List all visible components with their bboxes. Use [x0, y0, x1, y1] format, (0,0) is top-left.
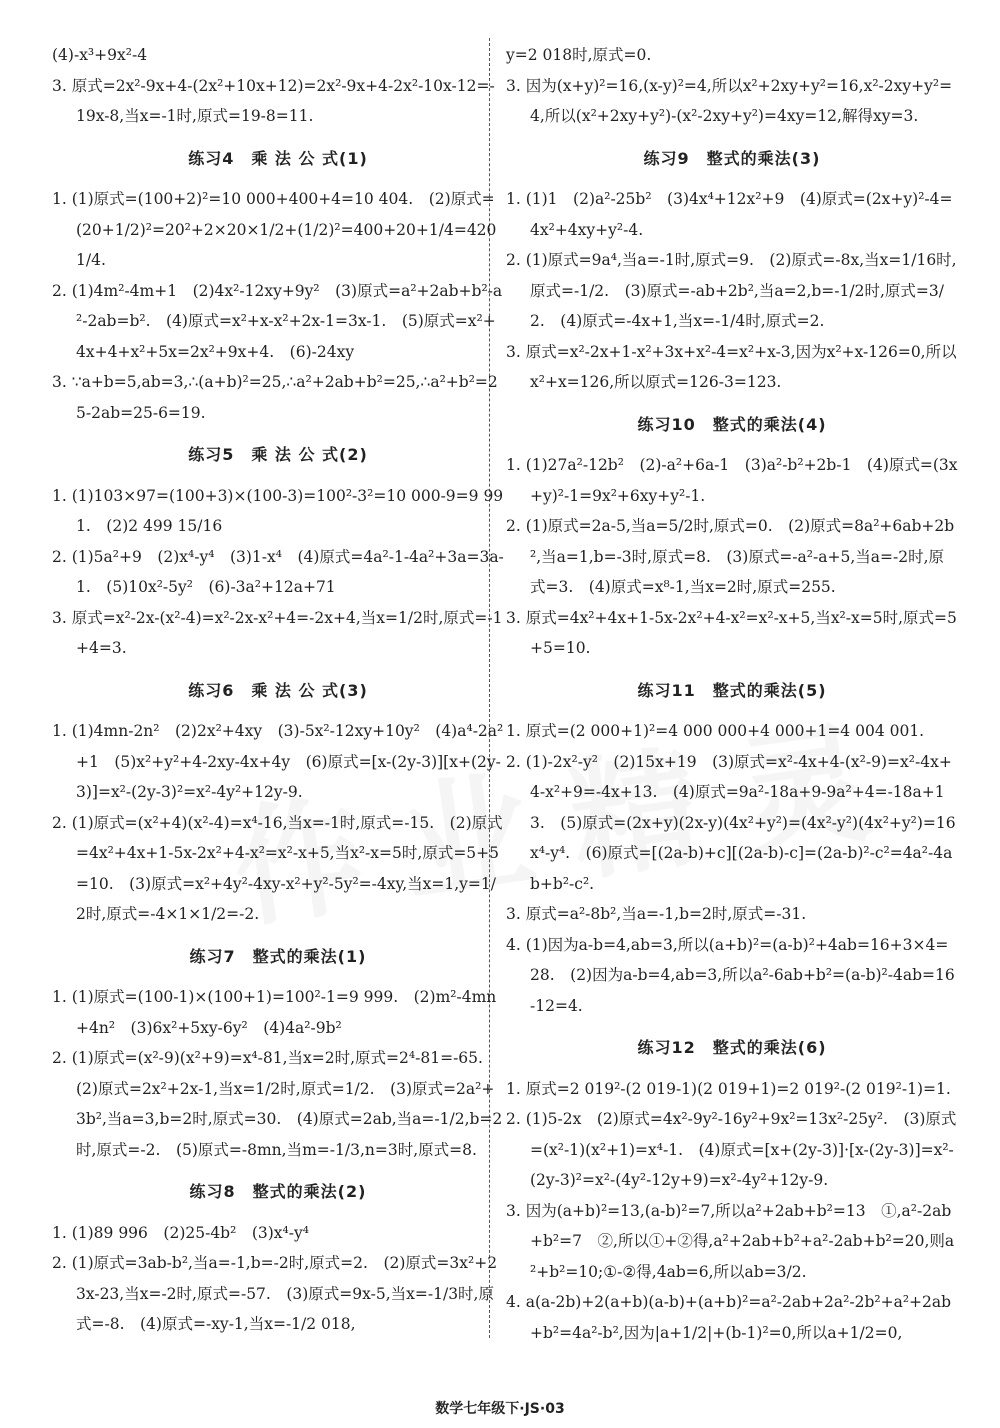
section-heading: 练习4 乘 法 公 式(1)	[188, 148, 368, 168]
section-heading: 练习5 乘 法 公 式(2)	[188, 445, 368, 464]
answer-item: 4. (1)因为a-b=4,ab=3,所以(a+b)²=(a-b)²+4ab=16+3×4=28. (2)因为a-b=4,ab=3,所以a²-6ab+b²=(a-b)²-4ab=16-12=4.	[506, 935, 955, 1015]
answer-item: y=2 018时,原式=0.	[506, 46, 652, 64]
answer-item: 1. (1)4mn-2n² (2)2x²+4xy (3)-5x²-12xy+10y² (4)a⁴-2a²+1 (5)x²+y²+4-2xy-4x+4y (6)原式=[x-(2y-3)][x+(2y-3)]=x²-(2y-3)²=x²-4y²+12y-9.	[52, 722, 504, 801]
right-column	[506, 40, 958, 1348]
page-footer: 数学七年级下·JS·03	[435, 1401, 565, 1417]
section-heading: 练习12 整式的乘法(6)	[637, 1038, 827, 1057]
answer-item: 2. (1)原式=2a-5,当a=5/2时,原式=0. (2)原式=8a²+6ab+2b²,当a=1,b=-3时,原式=8. (3)原式=-a²-a+5,当a=-2时,原式=3. (4)原式=x⁸-1,当x=2时,原式=255.	[506, 517, 955, 596]
answer-item: 1. (1)1 (2)a²-25b² (3)4x⁴+12x²+9 (4)原式=(2x+y)²-4=4x²+4xy+y²-4.	[506, 190, 953, 239]
answer-item: 4. a(a-2b)+2(a+b)(a-b)+(a+b)²=a²-2ab+2a²-2b²+a²+2ab+b²=4a²-b²,因为|a+1/2|+(b-1)²=0,所以a+1/2=0,	[506, 1293, 952, 1342]
answer-item: 1. 原式=(2 000+1)²=4 000 000+4 000+1=4 004 001.	[506, 722, 925, 740]
answer-item: 1. (1)89 996 (2)25-4b² (3)x⁴-y⁴	[52, 1223, 309, 1242]
answer-item: 2. (1)原式=9a⁴,当a=-1时,原式=9. (2)原式=-8x,当x=1/16时,原式=-1/2. (3)原式=-ab+2b²,当a=2,b=-1/2时,原式=3/2. (4)原式=-4x+1,当x=-1/4时,原式=2.	[506, 251, 957, 330]
left-column	[52, 40, 504, 1340]
answer-item: 3. 原式=x²-2x-(x²-4)=x²-2x-x²+4=-2x+4,当x=1/2时,原式=-1+4=3.	[52, 608, 503, 657]
answer-item: 2. (1)4m²-4m+1 (2)4x²-12xy+9y² (3)原式=a²+2ab+b²-a²-2ab=b². (4)原式=x²+x-x²+2x-1=3x-1. (5)原式=x²+4x+4+x²+5x=2x²+9x+4. (6)-24xy	[52, 281, 503, 361]
section-heading: 练习8 整式的乘法(2)	[189, 1182, 367, 1201]
answer-item: 2. (1)原式=(x²-9)(x²+9)=x⁴-81,当x=2时,原式=2⁴-81=-65. (2)原式=2x²+2x-1,当x=1/2时,原式=1/2. (3)原式=2a²+3b²,当a=3,b=2时,原式=30. (4)原式=2ab,当a=-1/2,b=2时,原式=-2. (5)原式=-8mn,当m=-1/3,n=3时,原式=8.	[52, 1049, 503, 1159]
answer-item: 3. 因为(x+y)²=16,(x-y)²=4,所以x²+2xy+y²=16,x²-2xy+y²=4,所以(x²+2xy+y²)-(x²-2xy+y²)=4xy=12,解得xy=3.	[506, 76, 953, 125]
answer-item: 1. (1)27a²-12b² (2)-a²+6a-1 (3)a²-b²+2b-1 (4)原式=(3x+y)²-1=9x²+6xy+y²-1.	[506, 456, 958, 505]
section-heading: 练习11 整式的乘法(5)	[637, 680, 827, 700]
answer-item: 2. (1)5a²+9 (2)x⁴-y⁴ (3)1-x⁴ (4)原式=4a²-1-4a²+3a=3a-1. (5)10x²-5y² (6)-3a²+12a+71	[52, 547, 504, 596]
answer-item: 2. (1)原式=(x²+4)(x²-4)=x⁴-16,当x=-1时,原式=-15. (2)原式=4x²+4x+1-5x-2x²+4-x²=x²-x+5,当x²-x=5时,原式=5+5=10. (3)原式=x²+4y²-4xy-x²+y²-5y²=-4xy,当x=1,y=1/2时,原式=-4×1×1/2=-2.	[52, 813, 503, 923]
answer-item: 2. (1)原式=3ab-b²,当a=-1,b=-2时,原式=2. (2)原式=3x²+23x-23,当x=-2时,原式=-57. (3)原式=9x-5,当x=-1/3时,原式=-8. (4)原式=-xy-1,当x=-1/2 018,	[52, 1254, 498, 1333]
answer-item: 3. 原式=2x²-9x+4-(2x²+10x+12)=2x²-9x+4-2x²-10x-12=-19x-8,当x=-1时,原式=19-8=11.	[52, 76, 495, 125]
answer-item: 3. 原式=4x²+4x+1-5x-2x²+4-x²=x²-x+5,当x²-x=5时,原式=5+5=10.	[506, 608, 957, 657]
section-heading: 练习7 整式的乘法(1)	[189, 946, 367, 966]
answer-item: 3. 因为(a+b)²=13,(a-b)²=7,所以a²+2ab+b²=13 ①,a²-2ab+b²=7 ②,所以①+②得,a²+2ab+b²+a²-2ab+b²=20,则a²+b²=10;①-②得,4ab=6,所以ab=3/2.	[506, 1201, 955, 1281]
answer-item: 1. (1)原式=(100-1)×(100+1)=100²-1=9 999. (2)m²-4mn+4n² (3)6x²+5xy-6y² (4)4a²-9b²	[52, 988, 497, 1037]
answer-item: 3. 原式=a²-8b²,当a=-1,b=2时,原式=-31.	[506, 905, 807, 923]
answer-item: 1. (1)原式=(100+2)²=10 000+400+4=10 404. (2)原式=(20+1/2)²=20²+2×20×1/2+(1/2)²=400+20+1/4=420 1/4.	[52, 190, 497, 269]
answer-item: 2. (1)5-2x (2)原式=4x²-9y²-16y²+9x²=13x²-25y². (3)原式=(x²-1)(x²+1)=x⁴-1. (4)原式=[x+(2y-3)]·[x-(2y-3)]=x²-(2y-3)²=x²-(4y²-12y+9)=x²-4y²+12y-9.	[506, 1110, 957, 1189]
section-heading: 练习6 乘 法 公 式(3)	[188, 680, 368, 700]
answer-item: (4)-x³+9x²-4	[52, 46, 148, 64]
answer-item: 3. 原式=x²-2x+1-x²+3x+x²-4=x²+x-3,因为x²+x-126=0,所以x²+x=126,所以原式=126-3=123.	[506, 342, 957, 391]
answer-item: 1. (1)103×97=(100+3)×(100-3)=100²-3²=10 000-9=9 991. (2)2 499 15/16	[52, 486, 504, 535]
answer-item: 2. (1)-2x²-y² (2)15x+19 (3)原式=x²-4x+4-(x²-9)=x²-4x+4-x²+9=-4x+13. (4)原式=9a²-18a+9-9a²+4=-18a+13. (5)原式=(2x+y)(2x-y)(4x²+y²)=(4x²-y²)(4x²+y²)=16x⁴-y⁴. (6)原式=[(2a-b)+c][(2a-b)-c]=(2a-b)²-c²=4a²-4ab+b²-c².	[506, 752, 956, 893]
answer-item: 3. ∵a+b=5,ab=3,∴(a+b)²=25,∴a²+2ab+b²=25,∴a²+b²=25-2ab=25-6=19.	[52, 373, 498, 422]
answer-item: 1. 原式=2 019²-(2 019-1)(2 019+1)=2 019²-(2 019²-1)=1.	[506, 1079, 951, 1098]
section-heading: 练习9 整式的乘法(3)	[643, 148, 821, 168]
section-heading: 练习10 整式的乘法(4)	[637, 414, 827, 434]
